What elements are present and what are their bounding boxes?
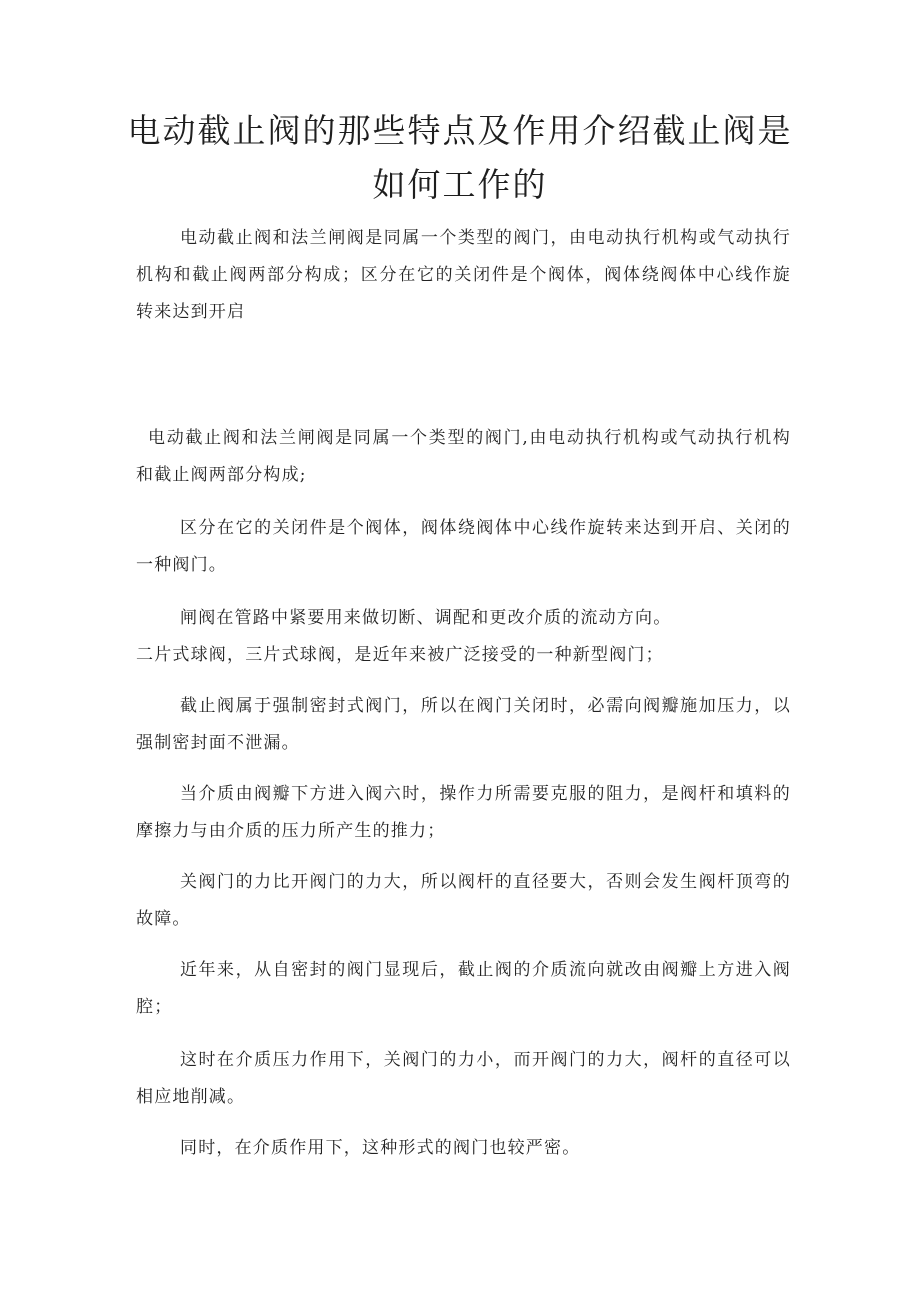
- paragraph-1: 电动截止阀和法兰闸阀是同属一个类型的阀门,由电动执行机构或气动执行机构和截止阀两部分构成;: [136, 428, 791, 485]
- intro-paragraph: 电动截止阀和法兰闸阀是同属一个类型的阀门，由电动执行机构或气动执行机构和截止阀两部分构成；区分在它的关闭件是个阀体，阀体绕阀体中心线作旋转来达到开启: [136, 228, 791, 322]
- paragraph-8: 近年来，从自密封的阀门显现后，截止阀的介质流向就改由阀瓣上方进入阀腔；: [136, 960, 791, 1017]
- paragraph-10: 同时，在介质作用下，这种形式的阀门也较严密。: [180, 1138, 581, 1158]
- paragraph-3: 闸阀在管路中紧要用来做切断、调配和更改介质的流动方向。: [180, 608, 672, 628]
- document-title: 电动截止阀的那些特点及作用介绍截止阀是如何工作的: [127, 111, 793, 204]
- paragraph-9: 这时在介质压力作用下，关阀门的力小，而开阀门的力大，阀杆的直径可以相应地削减。: [136, 1050, 791, 1107]
- paragraph-6: 当介质由阀瓣下方进入阀六时，操作力所需要克服的阻力，是阀杆和填料的摩擦力与由介质的压力所产生的推力；: [136, 784, 791, 841]
- paragraph-7: 关阀门的力比开阀门的力大，所以阀杆的直径要大，否则会发生阀杆顶弯的故障。: [136, 872, 791, 929]
- paragraph-5: 截止阀属于强制密封式阀门，所以在阀门关闭时，必需向阀瓣施加压力，以强制密封面不泄漏。: [136, 696, 791, 753]
- paragraph-4: 二片式球阀，三片式球阀，是近年来被广泛接受的一种新型阀门；: [136, 645, 664, 665]
- paragraph-2: 区分在它的关闭件是个阀体，阀体绕阀体中心线作旋转来达到开启、关闭的一种阀门。: [136, 518, 791, 575]
